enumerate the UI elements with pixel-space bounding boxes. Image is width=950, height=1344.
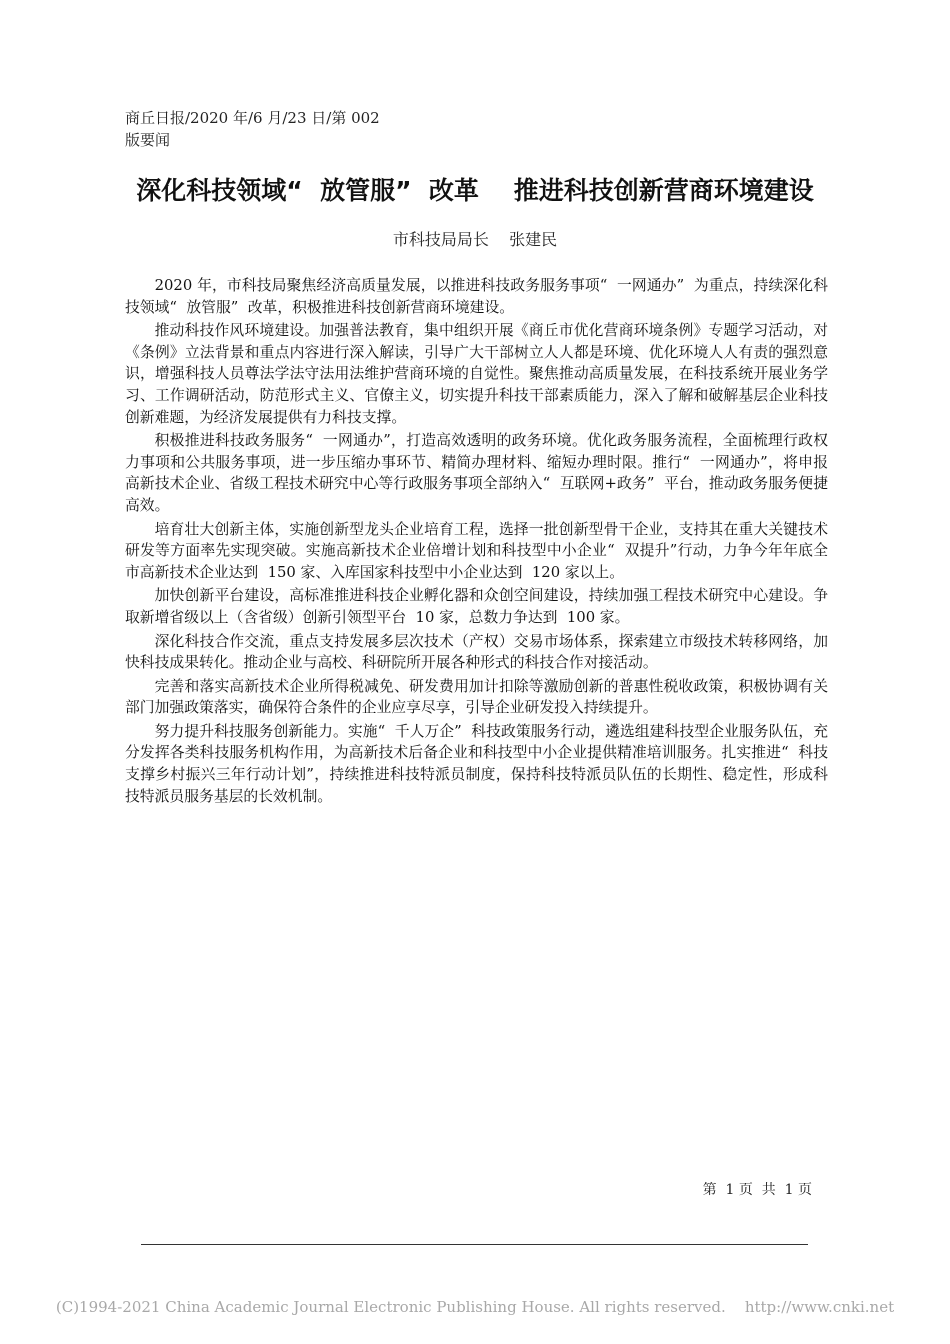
source-line: 商丘日报/2020 年/6 月/23 日/第 002: [125, 109, 380, 127]
footer-divider: [141, 1244, 808, 1245]
section-line: 版要闻: [125, 131, 171, 149]
article-title: 深化科技领域“ 放管服” 改革 推进科技创新营商环境建设: [136, 176, 814, 205]
page-number: 第 1 页 共 1 页: [702, 1182, 812, 1198]
paragraph: 深化科技合作交流，重点支持发展多层次技术（产权）交易市场体系，探索建立市级技术转移网络，加快科技成果转化。推动企业与高校、科研院所开展各种形式的科技合作对接活动。: [125, 632, 828, 672]
paragraph: 积极推进科技政务服务“ 一网通办”，打造高效透明的政务环境。优化政务服务流程，全面梳理行政权力事项和公共服务事项，进一步压缩办事环节、精简办理材料、缩短办理时限。推行“ 一网通办”，将申报高新技术企业、省级工程技术研究中心等行政服务事项全部纳入“ 互联网+政务” 平台，推动政务服务便捷高效。: [125, 432, 828, 514]
publication-source: [125, 107, 380, 151]
article-author: 市科技局局长 张建民: [392, 230, 558, 249]
paragraph: 完善和落实高新技术企业所得税减免、研发费用加计扣除等激励创新的普惠性税收政策，积极协调有关部门加强政策落实，确保符合条件的企业应享尽享，引导企业研发投入持续提升。: [125, 677, 828, 717]
copyright-notice: (C)1994-2021 China Academic Journal Electronic Publishing House. All rights reserved. http://www.cnki.net: [55, 1298, 895, 1316]
paragraph: 推动科技作风环境建设。加强普法教育，集中组织开展《商丘市优化营商环境条例》专题学习活动，对《条例》立法背景和重点内容进行深入解读，引导广大干部树立人人都是环境、优化环境人人有责的强烈意识，增强科技人员尊法学法守法用法维护营商环境的自觉性。聚焦推动高质量发展，在科技系统开展业务学习、工作调研活动，防范形式主义、官僚主义，切实提升科技干部素质能力，深入了解和破解基层企业科技创新难题，为经济发展提供有力科技支撑。: [125, 322, 828, 426]
paragraph: 培育壮大创新主体，实施创新型龙头企业培育工程，选择一批创新型骨干企业，支持其在重大关键技术研发等方面率先实现突破。实施高新技术企业倍增计划和科技型中小企业“ 双提升”行动，力争今年年底全市高新技术企业达到 150 家、入库国家科技型中小企业达到 120 家以上。: [125, 520, 828, 581]
paragraph: 2020 年，市科技局聚焦经济高质量发展，以推进科技政务服务事项“ 一网通办” 为重点，持续深化科技领域“ 放管服” 改革，积极推进科技创新营商环境建设。: [125, 277, 828, 316]
article-body: [125, 275, 828, 809]
paragraph: 加快创新平台建设，高标准推进科技企业孵化器和众创空间建设，持续加强工程技术研究中心建设。争取新增省级以上（含省级）创新引领型平台 10 家，总数力争达到 100 家。: [125, 587, 828, 626]
paragraph: 努力提升科技服务创新能力。实施“ 千人万企” 科技政策服务行动，遴选组建科技型企业服务队伍，充分发挥各类科技服务机构作用，为高新技术后备企业和科技型中小企业提供精准培训服务。扎实推进“ 科技支撑乡村振兴三年行动计划”，持续推进科技特派员制度，保持科技特派员队伍的长期性、稳定性，形成科技特派员服务基层的长效机制。: [125, 722, 828, 805]
